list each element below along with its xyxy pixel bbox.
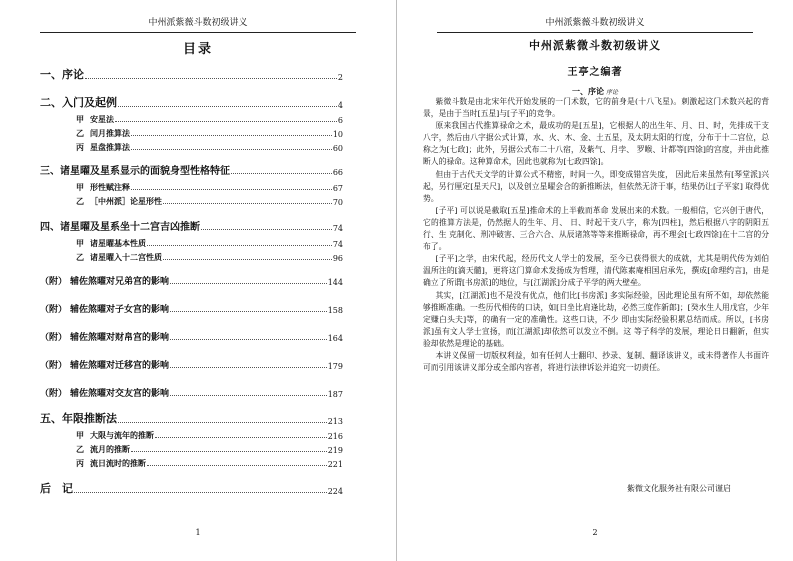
dot-leader [170, 339, 327, 340]
dot-leader [147, 245, 332, 246]
dot-leader [170, 311, 327, 312]
document-title: 中州派紫微斗数初级讲义 [529, 39, 661, 52]
dot-leader [201, 229, 332, 230]
toc-entry-label: 辅佐煞曜对子女宫的影响 [70, 305, 170, 315]
appendix-mark: （附） [40, 361, 68, 371]
toc-subentry-mark: 甲 [76, 430, 84, 440]
toc-page-number: 221 [327, 460, 343, 469]
toc-entry-label: 后 记 [40, 482, 73, 495]
toc-entry-label: 大限与流年的推断 [90, 430, 154, 440]
toc-page-number: 70 [332, 198, 343, 207]
section-label: 一、序论 [571, 86, 604, 96]
appendix-mark: （附） [40, 333, 68, 343]
toc-subentry[interactable] [40, 444, 343, 455]
toc-page-number: 96 [332, 254, 343, 263]
toc-page-number: 66 [332, 168, 343, 177]
dot-leader [131, 189, 332, 190]
toc-entry-periods[interactable] [40, 410, 343, 426]
toc-page-number: 60 [332, 144, 343, 153]
toc-subentry[interactable] [40, 196, 343, 207]
toc-appendix-entry[interactable] [40, 274, 343, 287]
toc-entry-label: 安星法 [90, 114, 114, 124]
toc-page-number: 6 [337, 116, 343, 125]
author-line: 王亭之编著 [567, 67, 623, 78]
dot-leader [131, 135, 332, 136]
appendix-mark: （附） [40, 277, 68, 287]
toc-subentry[interactable] [40, 128, 343, 139]
toc-page-number: 74 [332, 240, 343, 249]
toc-page-number: 67 [332, 184, 343, 193]
dot-leader [131, 451, 327, 452]
toc-entry-afterword[interactable] [40, 480, 343, 496]
toc-subentry-mark: 乙 [76, 252, 84, 262]
toc-entry-label: 二、入门及起例 [40, 96, 117, 109]
dot-leader [163, 259, 332, 260]
dot-leader [231, 173, 332, 174]
toc-entry-label: 一、序论 [40, 68, 84, 81]
toc-entry-label: ［中州派］论星形性 [90, 196, 162, 206]
toc-appendix-entry[interactable] [40, 302, 343, 315]
toc-title: 目录 [182, 42, 213, 57]
paragraph: [子平] 可以说是截取[五星]推命术的上半截而革命 发展出来的术数。一般相信，它兴创于唐代，它的推算方法是，仍然据人的生年、月、 日、时起干支八字，称为[四柱]，然后根据八字的阴阳五行、生 克制化、刑冲破害、三合六合、从辰诸煞等等来推断禄命，再不理会[七政四馀]在十二宫的分布了。 [423, 205, 769, 252]
running-header: 中州派紫薇斗数初级讲义 [40, 14, 356, 33]
toc-page-number: 187 [327, 390, 343, 399]
toc-page-number: 224 [327, 487, 343, 496]
toc-entry-label: 流月的推断 [90, 444, 130, 454]
toc-entry-palaces[interactable] [40, 218, 343, 233]
toc-appendix-entry[interactable] [40, 330, 343, 343]
paragraph: 本讲义保留一切版权利益，如有任何人士翻印、抄录、复制、翻译该讲义，或未得著作人书面许可而引用该讲义部分或全部内容者，将进行法律诉讼并追究一切责任。 [423, 350, 769, 373]
page-left [0, 0, 396, 561]
dot-leader [118, 422, 327, 423]
dot-leader [118, 106, 337, 107]
toc-entry-label: 四、诸星曜及星系坐十二宫吉凶推断 [40, 222, 200, 233]
toc-page-number: 74 [332, 224, 343, 233]
dot-leader [131, 149, 332, 150]
paragraph: 紫微斗数是由北宋年代开始发展的一门术数，它的前身是(十八飞星)。刺激起这门术数兴起的背景，是由于当时[五星]与[子平]的竞争。 [423, 97, 769, 119]
signature-line: 紫微文化服务社有限公司谨启 [627, 484, 731, 493]
toc-entry-preface[interactable] [40, 66, 343, 82]
toc-appendix-entry[interactable] [40, 358, 343, 371]
toc-entry-label: 形性赋注释 [90, 182, 130, 192]
section-subtitle: 序论 [605, 89, 618, 96]
toc-page-number: 4 [337, 101, 343, 110]
toc-entry-appearance[interactable] [40, 162, 343, 177]
body-text [423, 96, 769, 374]
toc-subentry[interactable] [40, 238, 343, 249]
toc-subentry[interactable] [40, 430, 343, 441]
toc-entry-label: 诸星曜基本性质 [90, 238, 146, 248]
dot-leader [155, 437, 327, 438]
toc-entry-label: 辅佐煞曜对交友宫的影响 [70, 389, 170, 399]
toc-page-number: 219 [327, 446, 343, 455]
dot-leader [115, 121, 337, 122]
dot-leader [163, 203, 332, 204]
dot-leader [170, 395, 327, 396]
toc-subentry-mark: 乙 [76, 444, 84, 454]
paragraph: 原来我国古代推算禄命之术，最成功的是[五星]，它根据人的出生年、月、日、时，先排成干支八字，然后由八字据公式计算，水、火、木、金、土五星，及太阴太阳的行度，分布于十二宫位，总称之为[七政]；此外，另据公式布二十八宿，及紫气、月孛、 罗睺、计都等[四馀]的宫度，并由此推断人的禄命。这种算命术，因此也就称为[七政四馀]。 [423, 121, 769, 167]
dot-leader [85, 78, 337, 79]
appendix-mark: （附） [40, 389, 68, 399]
dot-leader [74, 492, 327, 493]
toc-entry-label: 辅佐煞曜对迁移宫的影响 [70, 361, 170, 371]
toc-entry-label: 三、诸星曜及星系显示的面貌身型性格特征 [40, 166, 230, 177]
toc-subentry[interactable] [40, 114, 343, 125]
toc-subentry-mark: 乙 [76, 128, 84, 138]
paragraph: 其实，[江湖派]也不是没有优点，他们比[书房派] 多实际经验，因此理论虽有所不如，却依然能够推断准确。一些历代相传的口诀，如[日坐比肩逢比劫，必然三度作新郎]；[癸水生人用戊官，少年定赚白头夫]等，的确有一定的准确性。这些口诀，不少 即由实际经验积累总结而成。所以，[书房派]虽有文人学士宣扬，而[江湖派]却依然可以发立不倒。这 等子科学的发展，理论日日翻新，但实验却依然是理论的基础。 [423, 290, 769, 348]
toc-subentry[interactable] [40, 458, 343, 469]
toc-subentry-mark: 丙 [76, 142, 84, 152]
dot-leader [170, 283, 327, 284]
paragraph: 但由于古代天文学的计算公式不精密，时间一久，即变成错宫失度， 因此后来虽然有[琴堂派]兴起，另行厘定[星天尺]，以及创立星曜会合的新推断法，但依然无济于事，结果仍让[子平家] 取得优势。 [423, 169, 769, 203]
toc-entry-label: 辅佐煞曜对兄弟宫的影响 [70, 277, 170, 287]
toc-page-number: 10 [332, 130, 343, 139]
appendix-mark: （附） [40, 305, 68, 315]
toc-page-number: 164 [327, 334, 343, 343]
toc-entry-label: 星盘推算法 [90, 142, 130, 152]
toc-entry-label: 闰月推算法 [90, 128, 130, 138]
toc-subentry-mark: 丙 [76, 458, 84, 468]
toc-page-number: 216 [327, 432, 343, 441]
toc-subentry[interactable] [40, 252, 343, 263]
toc-subentry-mark: 甲 [76, 114, 84, 124]
toc-entry-label: 流日流时的推断 [90, 458, 146, 468]
toc-page-number: 2 [337, 73, 343, 82]
page-number: 2 [592, 528, 598, 537]
page-right [397, 0, 793, 561]
toc-page-number: 213 [327, 417, 343, 426]
toc-page-number: 144 [327, 278, 343, 287]
toc-entry-label: 五、年限推断法 [40, 412, 117, 425]
toc-entry-intro[interactable] [40, 94, 343, 110]
paragraph: [子平]之学，由宋代起，经历代文人学士的发展，至今已获得很大的成就，尤其是明代传为刘伯温所注的[滴天髓]，更将这门算命术发扬成为哲理，清代陈素庵相国启承先，撰成[命理约言]，由是确立了所谓[书房派]的地位，与[江湖派]分成子平学的两大壁垒。 [423, 254, 769, 288]
running-header: 中州派紫薇斗数初级讲义 [437, 14, 753, 33]
toc-subentry-mark: 乙 [76, 196, 84, 206]
toc-appendix-entry[interactable] [40, 386, 343, 399]
dot-leader [147, 465, 327, 466]
toc-page-number: 179 [327, 362, 343, 371]
dot-leader [170, 367, 327, 368]
toc-subentry[interactable] [40, 182, 343, 193]
toc-subentry-mark: 甲 [76, 182, 84, 192]
toc-subentry-mark: 甲 [76, 238, 84, 248]
toc-entry-label: 诸星曜入十二宫性质 [90, 252, 162, 262]
toc-entry-label: 辅佐煞曜对财帛宫的影响 [70, 333, 170, 343]
toc-subentry[interactable] [40, 142, 343, 153]
page-number: 1 [195, 528, 201, 537]
toc-page-number: 158 [327, 306, 343, 315]
